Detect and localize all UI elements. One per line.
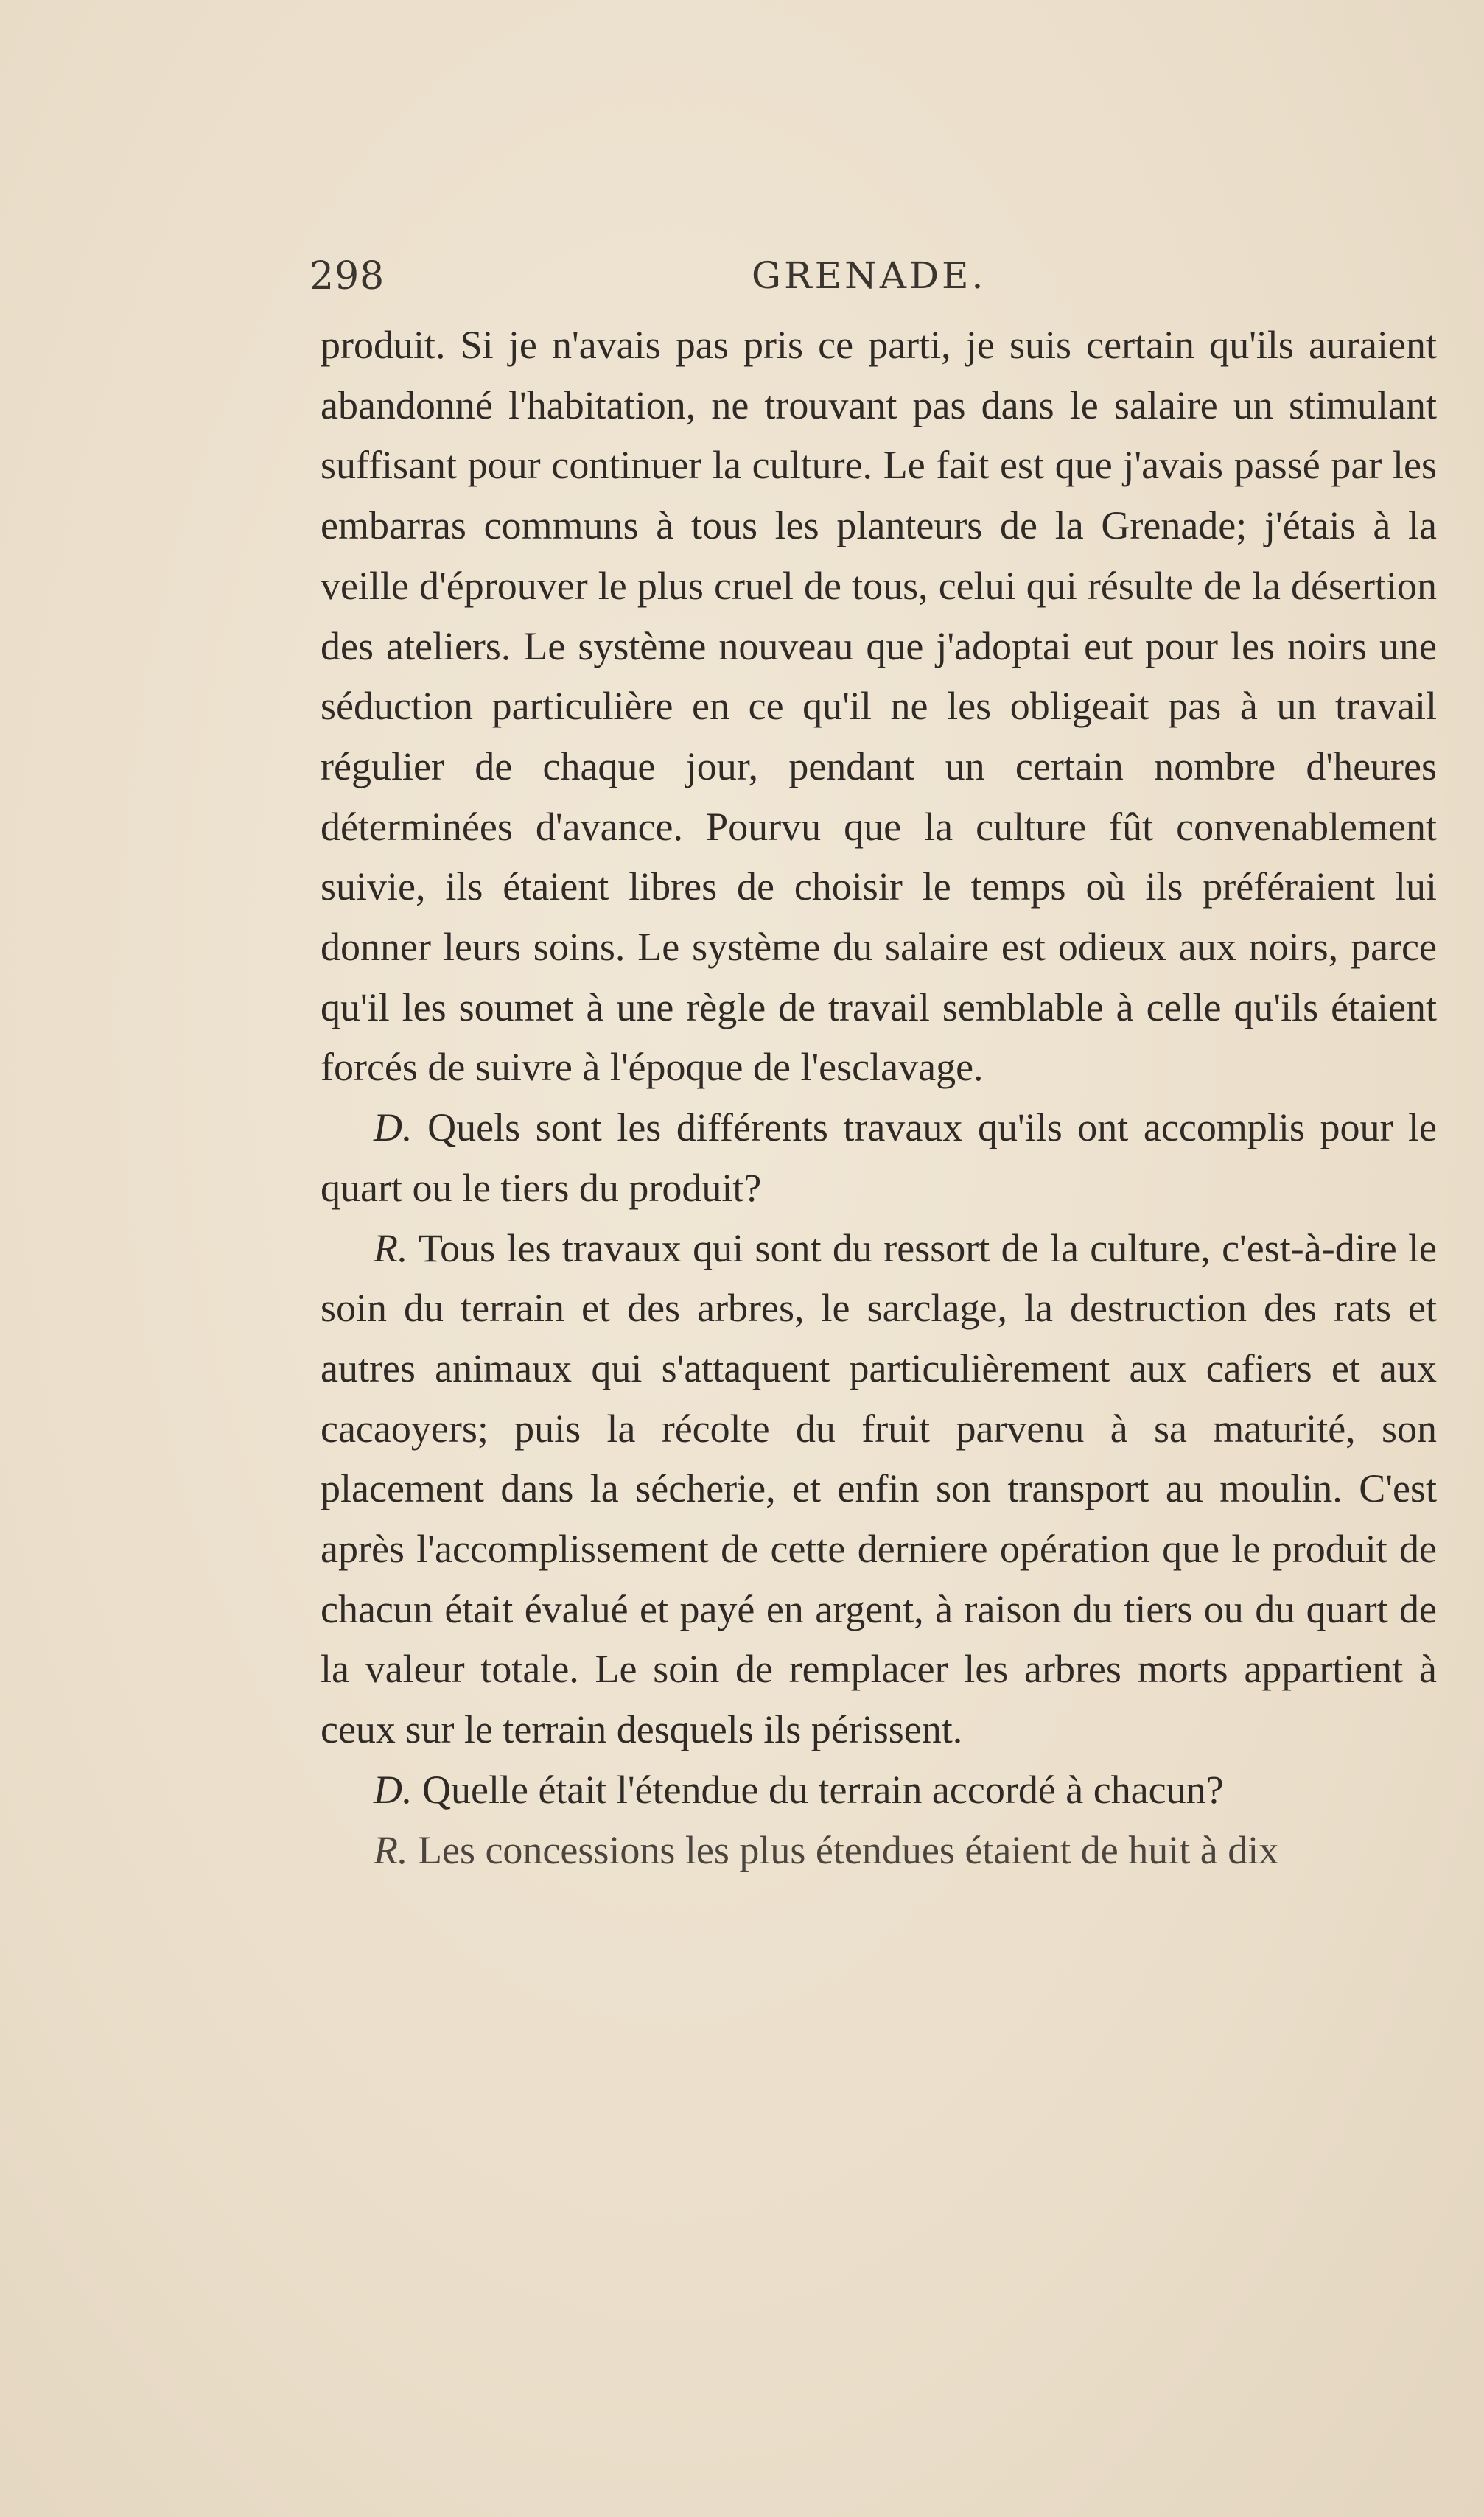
question-text: Quelle était l'étendue du terrain accordé à chacun? <box>422 1767 1224 1812</box>
paragraph-continuation: produit. Si je n'avais pas pris ce parti, je suis certain qu'ils auraient abandonné l'habitation, ne trouvant pas dans le salaire un stimulant suffisant pour continuer la culture. Le fait est que j'avais passé par les embarras communs à tous les planteurs de la Grenade; j'étais à la veille d'éprouver le plus cruel de tous, celui qui résulte de la désertion des ateliers. Le système nouveau que j'adoptai eut pour les noirs une séduction particulière en ce qu'il ne les obligeait pas à un travail régulier de chaque jour, pendant un certain nombre d'heures déterminées d'avance. Pourvu que la culture fût convenablement suivie, ils étaient libres de choisir le temps où ils préféraient lui donner leurs soins. Le système du salaire est odieux aux noirs, parce qu'il les soumet à une règle de travail semblable à celle qu'ils étaient forcés de suivre à l'époque de l'esclavage. <box>321 323 1437 1090</box>
answer-paragraph <box>321 1219 1437 1760</box>
answer-text: Tous les travaux qui sont du ressort de la culture, c'est-à-dire le soin du terrain et des arbres, le sarclage, la destruction des rats et autres animaux qui s'attaquent particulièrement aux cafiers et aux cacaoyers; puis la récolte du fruit parvenu à sa maturité, son placement dans la sécherie, et enfin son transport au moulin. C'est après l'accomplissement de cette derniere opération que le produit de chacun était évalué et payé en argent, à raison du tiers ou du quart de la valeur totale. Le soin de remplacer les arbres morts appartient à ceux sur le terrain desquels ils périssent. <box>321 1225 1437 1752</box>
running-head: GRENADE. <box>752 254 987 297</box>
speaker-label: D. <box>374 1767 413 1812</box>
page-header <box>309 254 1437 313</box>
body-text <box>321 315 1437 1880</box>
answer-paragraph <box>321 1821 1437 1881</box>
speaker-label: R. <box>374 1827 408 1872</box>
question-paragraph <box>321 1760 1437 1821</box>
question-paragraph <box>321 1098 1437 1218</box>
speaker-label: R. <box>374 1225 408 1270</box>
question-text: Quels sont les différents travaux qu'ils ont accomplis pour le quart ou le tiers du produit? <box>321 1105 1438 1210</box>
answer-text: Les concessions les plus étendues étaient de huit à dix <box>418 1827 1279 1872</box>
speaker-label: D. <box>374 1105 413 1150</box>
page-number: 298 <box>309 254 385 298</box>
